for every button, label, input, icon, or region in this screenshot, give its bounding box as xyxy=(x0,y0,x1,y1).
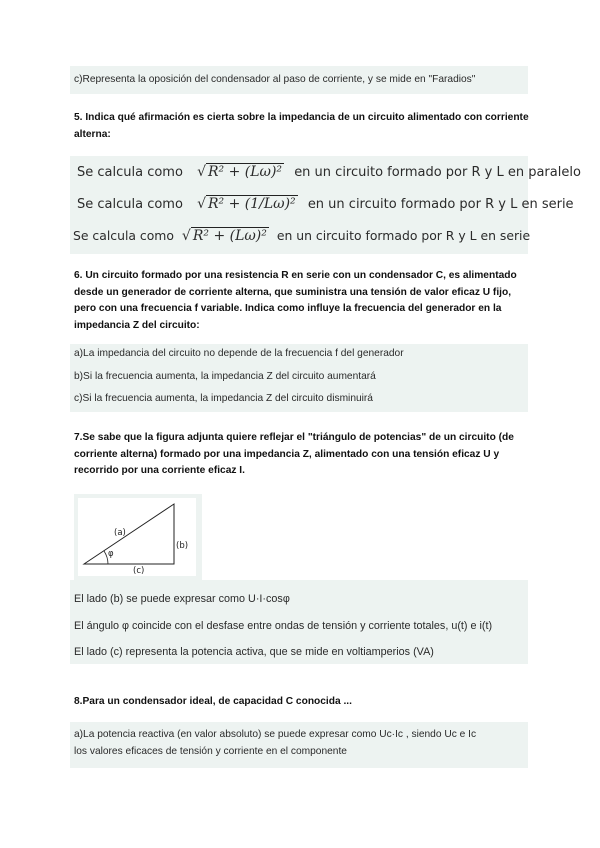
power-triangle-canvas xyxy=(78,498,196,576)
angle-phi-label: φ xyxy=(108,549,114,559)
q8-question: 8.Para un condensador ideal, de capacidad C conocida ... xyxy=(74,696,352,707)
q5-option-2-post: en un circuito formado por R y L en serie xyxy=(307,197,574,212)
q5-question: 5. Indica qué afirmación es cierta sobre la impedancia de un circuito alimentado con corriente alterna: xyxy=(74,112,529,140)
q6-option-b[interactable]: b)Si la frecuencia aumenta, la impedancia Z del circuito aumentará xyxy=(74,371,376,382)
q7-question: 7.Se sabe que la figura adjunta quiere reflejar el "triángulo de potencias" de un circuito (de corriente alterna) formado por una impedancia Z, alimentado con una tensión eficaz U y recorrido por una corriente eficaz I. xyxy=(74,432,514,476)
q5-option-3-formula: √ R² + (Lω)² xyxy=(181,228,267,244)
q5-option-3-pre: Se calcula como xyxy=(73,228,174,243)
side-b-label: (b) xyxy=(176,541,189,551)
q8-option-a-line2[interactable]: los valores eficaces de tensión y corriente en el componente xyxy=(74,746,347,757)
q5-option-1-pre: Se calcula como xyxy=(77,165,183,180)
q4-option-c[interactable]: c)Representa la oposición del condensador al paso de corriente, y se mide en "Faradios" xyxy=(74,74,476,85)
q6-option-c[interactable]: c)Si la frecuencia aumenta, la impedancia Z del circuito disminuirá xyxy=(74,393,373,404)
q5-option-2-pre: Se calcula como xyxy=(77,197,183,212)
q7-option-2[interactable]: El ángulo φ coincide con el desfase entre ondas de tensión y corriente totales, u(t) e i(t) xyxy=(74,620,493,632)
q5-option-1[interactable] xyxy=(77,164,581,180)
side-a-label: (a) xyxy=(114,528,126,538)
triangle-shape xyxy=(84,504,174,564)
side-c-label: (c) xyxy=(133,566,145,576)
q5-option-3-post: en un circuito formado por R y L en serie xyxy=(276,228,531,243)
power-triangle-figure xyxy=(74,494,202,580)
q5-option-1-post: en un circuito formado por R y L en paralelo xyxy=(294,165,581,180)
q5-option-1-formula: √ R² + (Lω)² xyxy=(197,164,283,180)
q6-question: 6. Un circuito formado por una resistencia R en serie con un condensador C, es alimentado desde un generador de corriente alterna, que suministra una tensión de valor eficaz U fijo, pero con una frecuencia f variable. Indica como influye la frecuencia del generador en la impedancia Z del circuito: xyxy=(74,270,517,331)
q7-option-3[interactable]: El lado (c) representa la potencia activa, que se mide en voltiamperios (VA) xyxy=(74,646,434,658)
q5-option-2[interactable] xyxy=(77,196,574,212)
q5-option-2-formula: √ R² + (1/Lω)² xyxy=(197,196,296,212)
q5-option-3[interactable] xyxy=(73,228,530,244)
power-triangle-svg xyxy=(78,498,196,576)
q7-option-1[interactable]: El lado (b) se puede expresar como U·I·cosφ xyxy=(74,593,290,605)
q6-option-a[interactable]: a)La impedancia del circuito no depende de la frecuencia f del generador xyxy=(74,348,404,359)
q8-option-a-line1[interactable]: a)La potencia reactiva (en valor absoluto) se puede expresar como Uc·Ic , siendo Uc e Ic xyxy=(74,729,477,740)
